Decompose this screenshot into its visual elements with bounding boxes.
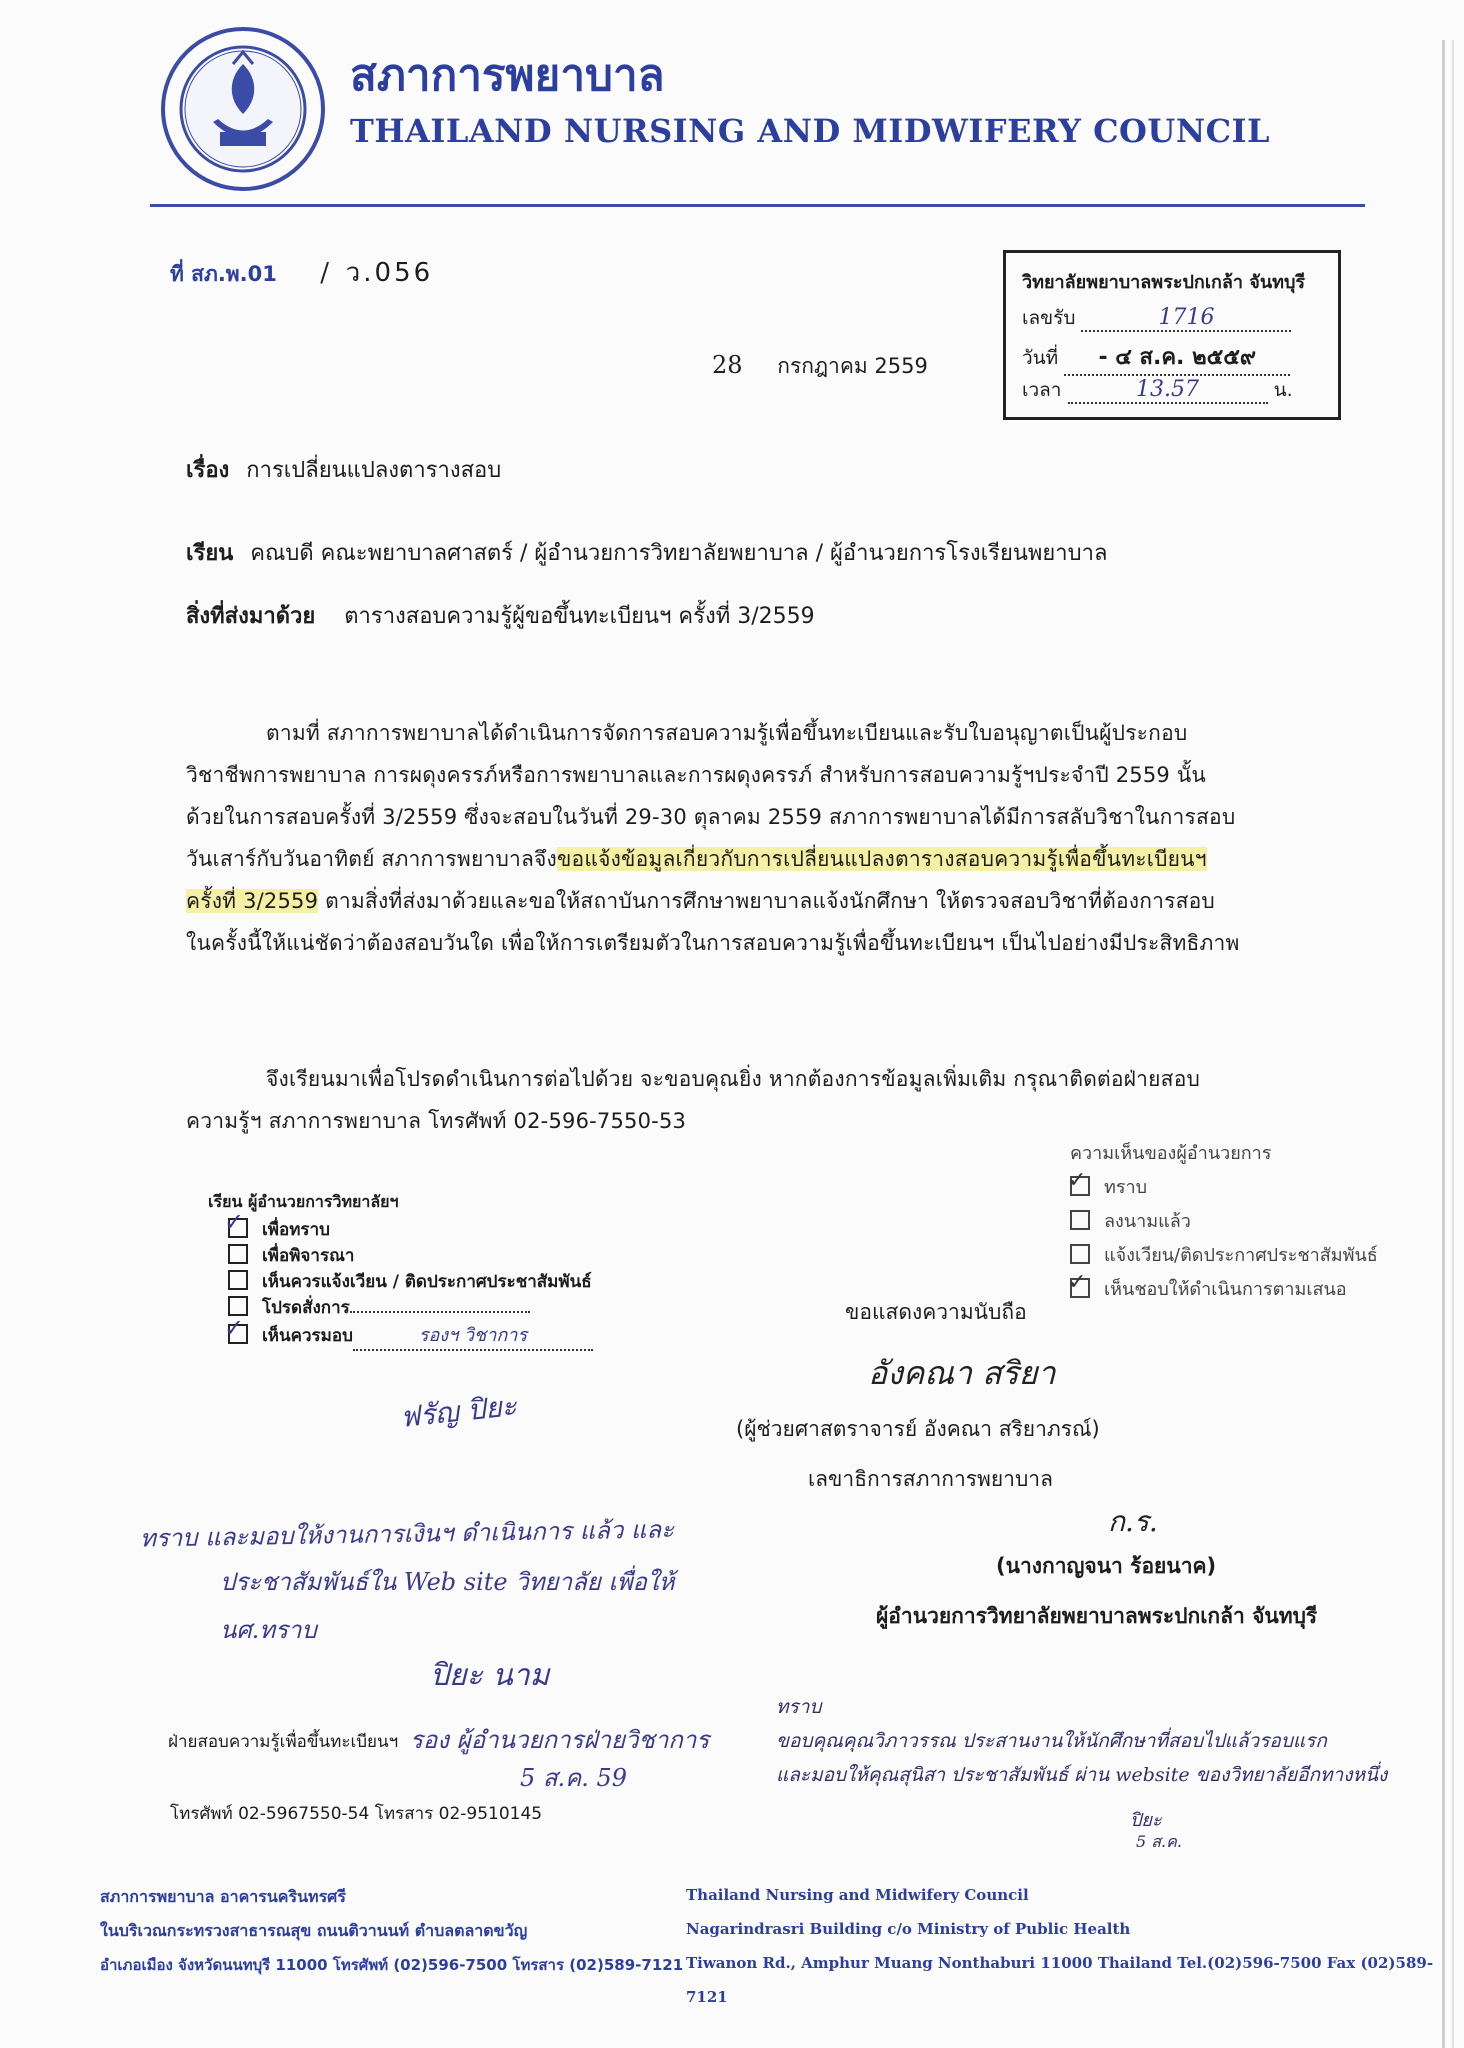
body-paragraph-1 xyxy=(186,712,1306,964)
body-line: วิชาชีพการพยาบาล การผดุงครรภ์หรือการพยาบาลและการผดุงครรภ์ สำหรับการสอบความรู้ฯประจำปี 2559 นั้น xyxy=(186,763,1206,787)
director-position: ผู้อำนวยการวิทยาลัยพยาบาลพระปกเกล้า จันทบุรี xyxy=(876,1604,1318,1628)
routing-signature: ฟรัญ ปิยะ xyxy=(398,1388,519,1435)
note-line: และมอบให้คุณสุนิสา ประชาสัมพันธ์ ผ่าน website ของวิทยาลัยอีกทางหนึ่ง xyxy=(776,1764,1388,1786)
body-line xyxy=(186,838,1306,880)
highlighted-text: ครั้งที่ 3/2559 xyxy=(186,889,319,913)
handwritten-note xyxy=(140,1510,674,1654)
routing-label: โปรดสั่งการ xyxy=(262,1298,350,1318)
body-line: ด้วยในการสอบครั้งที่ 3/2559 ซึ่งจะสอบในวันที่ 29-30 ตุลาคม 2559 สภาการพยาบาลได้มีการสลับวิชาในการสอบ xyxy=(186,805,1236,829)
dept-phone: โทรศัพท์ 02-5967550-54 โทรสาร 02-9510145 xyxy=(170,1804,543,1824)
director-name: (นางกาญจนา ร้อยนาค) xyxy=(996,1554,1217,1578)
checkbox-checked: ✓ xyxy=(1070,1176,1090,1196)
council-seal-logo xyxy=(158,24,328,194)
footer-line: Nagarindrasri Building c/o Ministry of Public Health xyxy=(686,1920,1131,1938)
note-line: ทราบ xyxy=(776,1696,822,1718)
opinion-label: เห็นชอบให้ดำเนินการตามเสนอ xyxy=(1104,1279,1347,1300)
recipient-line xyxy=(186,535,1107,570)
enclosure-line xyxy=(186,598,815,633)
checkbox xyxy=(228,1270,248,1290)
org-name-thai: สภาการพยาบาล xyxy=(350,50,665,101)
note-line: ประชาสัมพันธ์ใน Web site วิทยาลัย เพื่อให้ xyxy=(220,1568,675,1596)
footer-english xyxy=(686,1878,1464,2014)
closing-regards: ขอแสดงความนับถือ xyxy=(845,1300,1027,1324)
checkbox-checked: ✓ xyxy=(228,1324,248,1344)
handwritten-assignee: รองฯ วิชาการ xyxy=(418,1325,527,1346)
director-opinion-box xyxy=(1070,1138,1410,1308)
opinion-label: ลงนามแล้ว xyxy=(1104,1211,1191,1232)
right-handwritten-note xyxy=(776,1690,1387,1792)
checkbox xyxy=(1070,1210,1090,1230)
checkbox xyxy=(228,1296,248,1316)
body-line xyxy=(186,880,1306,922)
reference-number: ว.056 xyxy=(345,258,434,288)
enclosure-label: สิ่งที่ส่งมาด้วย xyxy=(186,604,316,629)
subject-label: เรื่อง xyxy=(186,458,230,483)
right-note-date: 5 ส.ค. xyxy=(1136,1832,1182,1851)
org-name-english: THAILAND NURSING AND MIDWIFERY COUNCIL xyxy=(350,112,1271,150)
highlighted-text: ขอแจ้งข้อมูลเกี่ยวกับการเปลี่ยนแปลงตารางสอบความรู้เพื่อขึ้นทะเบียนฯ xyxy=(557,847,1207,871)
opinion-label: ทราบ xyxy=(1104,1177,1148,1198)
dept-hand-signature: ปิยะ นาม xyxy=(430,1658,550,1693)
checkbox-checked: ✓ xyxy=(228,1218,248,1238)
dept-hand-line: รอง ผู้อำนวยการฝ่ายวิชาการ xyxy=(410,1726,710,1754)
letter-date xyxy=(712,350,928,383)
date-day: 28 xyxy=(712,351,743,379)
note-line: ทราบ และมอบให้งานการเงินฯ ดำเนินการ แล้ว และ xyxy=(139,1515,675,1553)
checkbox xyxy=(1070,1244,1090,1264)
body-line: จึงเรียนมาเพื่อโปรดดำเนินการต่อไปด้วย จะขอบคุณยิ่ง หากต้องการข้อมูลเพิ่มเติม กรุณาติดต่อฝ่ายสอบ xyxy=(266,1067,1201,1091)
recipient-label: เรียน xyxy=(186,541,234,566)
reference-line: ที่ สภ.พ.01 / ว.056 xyxy=(170,258,434,288)
routing-item xyxy=(208,1268,628,1294)
stamp-time-value: 13.57 xyxy=(1136,377,1200,402)
routing-title: เรียน ผู้อำนวยการวิทยาลัยฯ xyxy=(208,1192,399,1211)
footer-line: Thailand Nursing and Midwifery Council xyxy=(686,1886,1029,1904)
body-paragraph-2 xyxy=(186,1058,1306,1142)
stamp-institution: วิทยาลัยพยาบาลพระปกเกล้า จันทบุรี xyxy=(1022,272,1306,293)
page-edge-shadow xyxy=(1442,40,1445,2048)
note-line: ขอบคุณคุณวิภาวรรณ ประสานงานให้นักศึกษาที่สอบไปแล้วรอบแรก xyxy=(776,1730,1327,1752)
footer-thai xyxy=(100,1880,683,1982)
body-line: ความรู้ฯ สภาการพยาบาล โทรศัพท์ 02-596-7550-53 xyxy=(186,1109,687,1133)
recipient-text: คณบดี คณะพยาบาลศาสตร์ / ผู้อำนวยการวิทยาลัยพยาบาล / ผู้อำนวยการโรงเรียนพยาบาล xyxy=(250,541,1108,566)
stamp-time-unit: น. xyxy=(1273,379,1293,401)
secretary-signature: อังคณา สริยา xyxy=(868,1354,1056,1392)
routing-item xyxy=(208,1314,628,1346)
subject-text: การเปลี่ยนแปลงตารางสอบ xyxy=(246,458,502,483)
routing-item xyxy=(208,1208,628,1242)
page-edge-shadow xyxy=(1452,40,1454,2048)
body-line: ในครั้งนี้ให้แน่ชัดว่าต้องสอบวันใด เพื่อให้การเตรียมตัวในการสอบความรู้เพื่อขึ้นทะเบียนฯ เป็นไปอย่างมีประสิทธิภาพ xyxy=(186,931,1240,955)
stamp-time-label: เวลา xyxy=(1022,379,1062,401)
footer-line: สภาการพยาบาล อาคารนครินทรศรี xyxy=(100,1887,346,1906)
routing-label: เห็นควรแจ้งเวียน / ติดประกาศประชาสัมพันธ์ xyxy=(262,1272,592,1292)
note-line: นศ.ทราบ xyxy=(220,1616,317,1644)
dept-label: ฝ่ายสอบความรู้เพื่อขึ้นทะเบียนฯ xyxy=(168,1732,399,1752)
routing-label: เพื่อพิจารณา xyxy=(262,1246,355,1266)
checkbox-checked: ✓ xyxy=(1070,1278,1090,1298)
opinion-item xyxy=(1070,1206,1410,1240)
receiving-stamp xyxy=(1003,250,1341,420)
director-opinion-title: ความเห็นของผู้อำนวยการ xyxy=(1070,1143,1272,1164)
stamp-date-label: วันที่ xyxy=(1022,347,1059,369)
body-text: วันเสาร์กับวันอาทิตย์ สภาการพยาบาลจึง xyxy=(186,847,557,871)
routing-checklist xyxy=(208,1190,628,1346)
opinion-label: แจ้งเวียน/ติดประกาศประชาสัมพันธ์ xyxy=(1104,1245,1378,1266)
subject-line xyxy=(186,452,501,487)
stamp-receive-line xyxy=(1022,303,1322,339)
right-note-signature: ปิยะ xyxy=(1130,1810,1162,1831)
opinion-item xyxy=(1070,1240,1410,1274)
routing-label: เห็นควรมอบ xyxy=(262,1326,353,1346)
opinion-item xyxy=(1068,1270,1410,1308)
body-text: ตามสิ่งที่ส่งมาด้วยและขอให้สถาบันการศึกษาพยาบาลแจ้งนักศึกษา ให้ตรวจสอบวิชาที่ต้องการสอบ xyxy=(318,889,1215,913)
checkbox xyxy=(228,1244,248,1264)
reference-label: ที่ สภ.พ.01 xyxy=(170,262,277,286)
opinion-item xyxy=(1068,1168,1410,1206)
dept-hand-date: 5 ส.ค. 59 xyxy=(520,1764,628,1792)
stamp-time-line xyxy=(1022,375,1322,411)
stamp-date-value: - ๔ ส.ค. ๒๕๕๙ xyxy=(1098,345,1256,370)
body-line: ตามที่ สภาการพยาบาลได้ดำเนินการจัดการสอบความรู้เพื่อขึ้นทะเบียนและรับใบอนุญาตเป็นผู้ประกอบ xyxy=(266,721,1188,745)
director-initials: ก.ร. xyxy=(1108,1505,1158,1538)
stamp-date-line xyxy=(1022,339,1322,375)
header-divider xyxy=(150,204,1365,207)
stamp-receive-label: เลขรับ xyxy=(1022,307,1076,329)
enclosure-text: ตารางสอบความรู้ผู้ขอขึ้นทะเบียนฯ ครั้งที่ 3/2559 xyxy=(344,604,815,629)
footer-line: ในบริเวณกระทรวงสาธารณสุข ถนนติวานนท์ ตำบลตลาดขวัญ xyxy=(100,1921,528,1940)
secretary-name: (ผู้ช่วยศาสตราจารย์ อังคณา สริยาภรณ์) xyxy=(736,1417,1100,1441)
stamp-receive-number: 1716 xyxy=(1158,305,1215,330)
footer-line: Tiwanon Rd., Amphur Muang Nonthaburi 11000 Thailand Tel.(02)596-7500 Fax (02)589-7121 xyxy=(686,1954,1434,2006)
secretary-position: เลขาธิการสภาการพยาบาล xyxy=(808,1467,1053,1491)
date-month-year: กรกฎาคม 2559 xyxy=(777,354,928,378)
routing-label: เพื่อทราบ xyxy=(262,1220,330,1240)
routing-item xyxy=(208,1242,628,1268)
routing-item xyxy=(208,1294,628,1320)
footer-line: อำเภอเมือง จังหวัดนนทบุรี 11000 โทรศัพท์ (02)596-7500 โทรสาร (02)589-7121 xyxy=(100,1956,684,1974)
